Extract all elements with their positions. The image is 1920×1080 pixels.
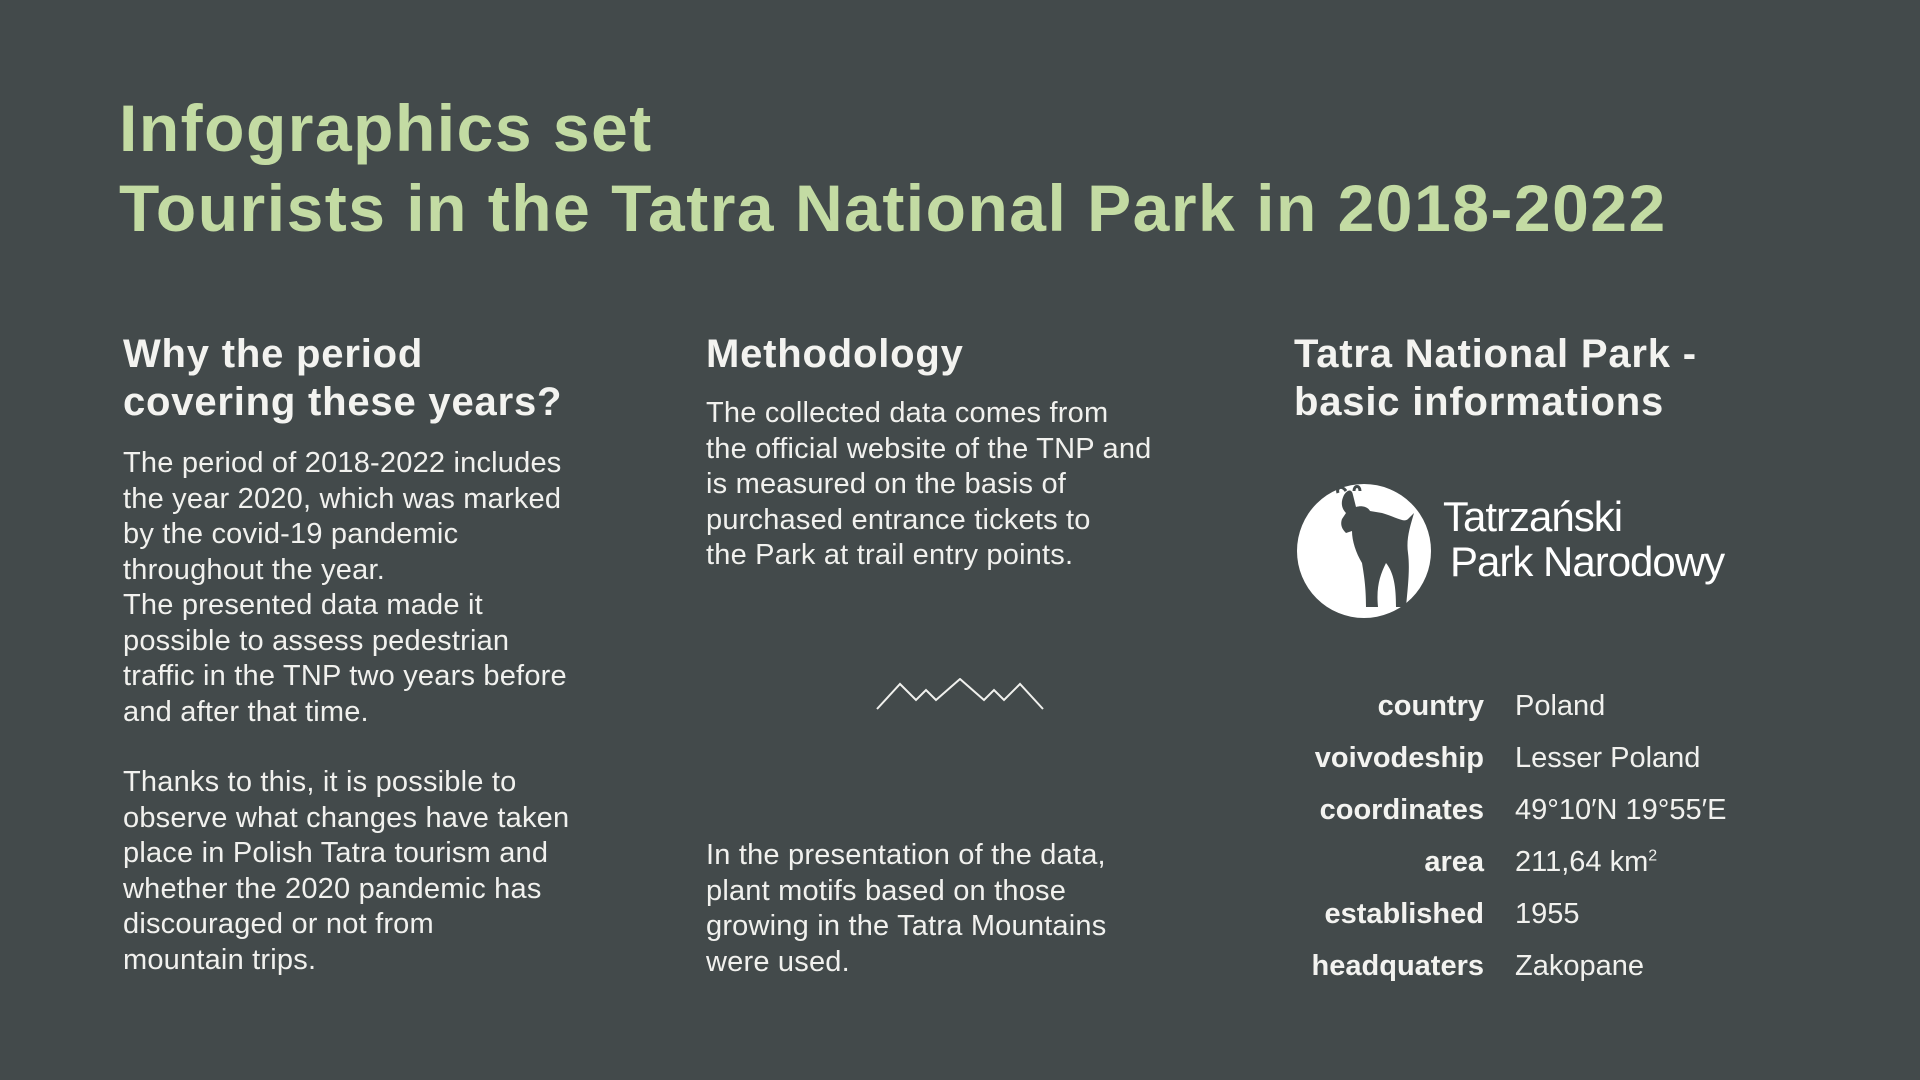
info-value: Poland [1515, 689, 1606, 722]
info-value: 1955 [1515, 897, 1580, 930]
tnp-logo-line-2: Park Narodowy [1450, 538, 1725, 585]
tnp-logo [1296, 483, 1756, 623]
methodology-section [706, 330, 1226, 1000]
methodology-heading: Methodology [706, 332, 964, 376]
park-info-section [1294, 330, 1814, 1010]
info-value: Zakopane [1515, 949, 1644, 982]
mountain-icon [876, 678, 1044, 712]
park-info-heading: Tatra National Park - basic informations [1294, 332, 1697, 424]
why-period-paragraph-2: Thanks to this, it is possible to observe what changes have taken place in Polish Tatra tourism and whether the 2020 pandemic has discouraged or not from mountain trips. [123, 766, 570, 976]
info-row-area [1294, 836, 1774, 888]
title-line-2: Tourists in the Tatra National Park in 2018-2022 [119, 171, 1667, 245]
info-row-country [1294, 680, 1774, 732]
methodology-paragraph-2: In the presentation of the data, plant motifs based on those growing in the Tatra Mountains were used. [706, 839, 1107, 978]
why-period-heading: Why the period covering these years? [123, 332, 563, 424]
area-value: 211,64 km [1515, 845, 1649, 878]
why-period-paragraph-1: The period of 2018-2022 includes the year 2020, which was marked by the covid-19 pandemic throughout the year. The presented data made it possible to assess pedestrian traffic in the TNP two years before and after that time. [123, 447, 567, 728]
info-row-coordinates [1294, 784, 1774, 836]
info-row-voivodeship [1294, 732, 1774, 784]
tnp-logo-line-1: Tatrzański [1443, 493, 1623, 540]
methodology-paragraph-1: The collected data comes from the official website of the TNP and is measured on the basis of purchased entrance tickets to the Park at trail entry points. [706, 397, 1152, 571]
title-line-1: Infographics set [119, 91, 653, 165]
why-period-section [123, 330, 643, 978]
info-key: headquaters [1311, 949, 1484, 982]
chamois-logo-icon [1296, 483, 1436, 623]
park-info-table [1294, 680, 1774, 992]
info-value-area [1515, 846, 1657, 879]
area-unit-superscript: 2 [1648, 846, 1658, 864]
info-key: voivodeship [1314, 741, 1484, 774]
info-key: established [1324, 897, 1484, 930]
info-key: area [1424, 845, 1484, 878]
tnp-logo-text [1443, 494, 1724, 584]
info-row-headquarters [1294, 940, 1774, 992]
info-value: Lesser Poland [1515, 741, 1701, 774]
info-key: country [1377, 689, 1484, 722]
info-value: 49°10′N 19°55′E [1515, 793, 1727, 826]
page-title [119, 88, 1667, 248]
info-row-established [1294, 888, 1774, 940]
info-key: coordinates [1319, 793, 1484, 826]
